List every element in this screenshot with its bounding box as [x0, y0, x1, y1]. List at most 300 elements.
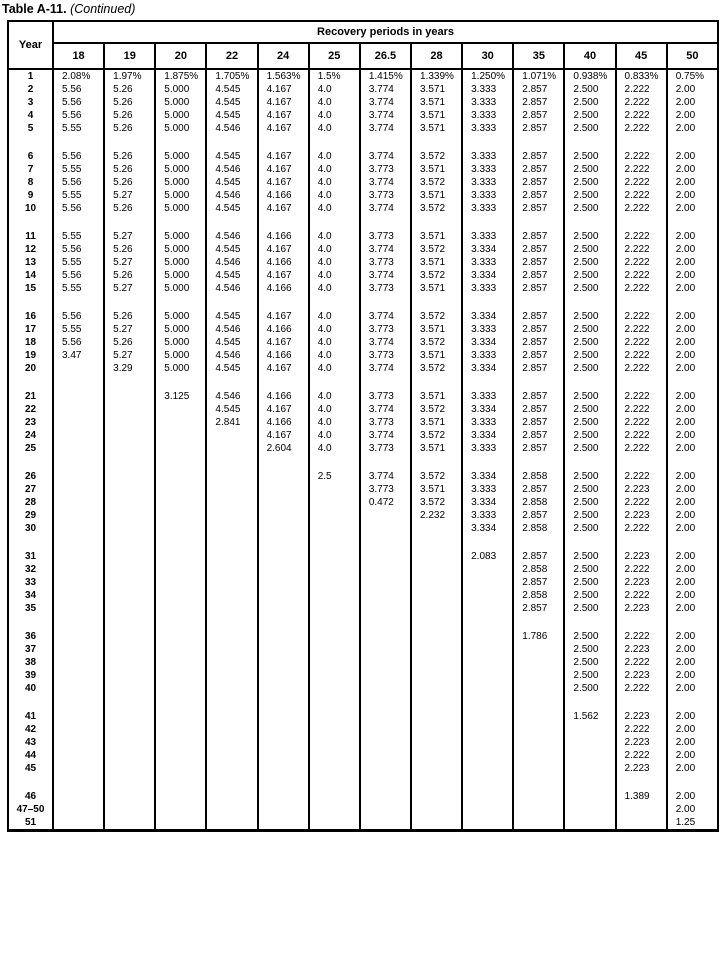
spacer-cell [513, 775, 564, 790]
spacer-cell [462, 135, 513, 150]
rate-cell [309, 723, 360, 736]
rate-cell: 2.500 [564, 522, 615, 535]
rate-cell: 5.27 [104, 282, 155, 295]
rate-cell [309, 762, 360, 775]
rate-cell: 5.000 [155, 269, 206, 282]
table-title [2, 2, 135, 16]
rate-cell [309, 669, 360, 682]
rate-cell: 2.00 [667, 83, 718, 96]
rate-cell: 2.858 [513, 522, 564, 535]
rate-cell: 4.0 [309, 323, 360, 336]
rate-cell [411, 589, 462, 602]
spacer-cell [667, 215, 718, 230]
rate-cell [513, 643, 564, 656]
group-spacer-row [8, 295, 718, 310]
rate-cell: 4.545 [206, 336, 257, 349]
table-row-year-28 [8, 496, 718, 509]
rate-cell: 2.500 [564, 682, 615, 695]
spacer-cell [462, 695, 513, 710]
spacer-cell [206, 295, 257, 310]
rate-cell: 2.222 [616, 429, 667, 442]
spacer-cell [258, 135, 309, 150]
rate-cell [309, 643, 360, 656]
rate-cell: 3.333 [462, 176, 513, 189]
rate-cell [411, 682, 462, 695]
rate-cell: 5.56 [53, 336, 104, 349]
rate-cell: 2.00 [667, 96, 718, 109]
rate-cell [411, 563, 462, 576]
rate-cell: 5.26 [104, 202, 155, 215]
rate-cell: 4.0 [309, 429, 360, 442]
spacer-cell [667, 775, 718, 790]
rate-cell: 5.26 [104, 83, 155, 96]
rate-cell: 4.167 [258, 176, 309, 189]
rate-cell: 2.500 [564, 202, 615, 215]
year-label: 41 [8, 710, 53, 723]
rate-cell: 2.00 [667, 576, 718, 589]
rate-cell: 4.166 [258, 390, 309, 403]
rate-cell [411, 803, 462, 816]
rate-cell [206, 710, 257, 723]
rate-cell [206, 602, 257, 615]
spacer-cell [513, 695, 564, 710]
rate-cell: 2.857 [513, 323, 564, 336]
spacer-cell [564, 615, 615, 630]
rate-cell: 4.166 [258, 230, 309, 243]
rate-cell [411, 723, 462, 736]
spacer-cell [258, 215, 309, 230]
rate-cell: 2.500 [564, 176, 615, 189]
rate-cell: 2.00 [667, 656, 718, 669]
rate-cell: 2.857 [513, 403, 564, 416]
rate-cell: 4.0 [309, 96, 360, 109]
rate-cell: 2.00 [667, 362, 718, 375]
rate-cell: 2.857 [513, 83, 564, 96]
rate-cell: 4.0 [309, 403, 360, 416]
rate-cell: 0.938% [564, 69, 615, 83]
rate-cell: 2.223 [616, 669, 667, 682]
rate-cell [53, 736, 104, 749]
table-row-year-12 [8, 243, 718, 256]
rate-cell: 5.000 [155, 243, 206, 256]
rate-cell: 4.166 [258, 416, 309, 429]
year-label: 5 [8, 122, 53, 135]
year-label: 32 [8, 563, 53, 576]
spacer-cell [411, 295, 462, 310]
rate-cell: 2.08% [53, 69, 104, 83]
year-label: 16 [8, 310, 53, 323]
rate-cell: 2.857 [513, 416, 564, 429]
spacer-cell [616, 695, 667, 710]
year-label: 45 [8, 762, 53, 775]
spacer-cell [411, 375, 462, 390]
recovery-period-col-24: 24 [258, 43, 309, 69]
rate-cell: 5.55 [53, 282, 104, 295]
rate-cell [360, 589, 411, 602]
rate-cell: 4.0 [309, 122, 360, 135]
rate-cell: 2.223 [616, 762, 667, 775]
recovery-period-col-26.5: 26.5 [360, 43, 411, 69]
rate-cell: 3.333 [462, 83, 513, 96]
rate-cell: 5.26 [104, 122, 155, 135]
rate-cell [309, 563, 360, 576]
spacer-cell [513, 535, 564, 550]
rate-cell [462, 710, 513, 723]
rate-cell [155, 442, 206, 455]
rate-cell: 2.00 [667, 416, 718, 429]
rate-cell: 3.572 [411, 362, 462, 375]
table-row-year-31 [8, 550, 718, 563]
rate-cell: 3.333 [462, 189, 513, 202]
rate-cell: 3.572 [411, 176, 462, 189]
rate-cell [104, 682, 155, 695]
rate-cell: 3.774 [360, 96, 411, 109]
rate-cell [53, 576, 104, 589]
rate-cell [309, 682, 360, 695]
rate-cell: 3.773 [360, 349, 411, 362]
rate-cell: 2.857 [513, 429, 564, 442]
rate-cell: 1.875% [155, 69, 206, 83]
spacer-cell [564, 535, 615, 550]
spacer-cell [206, 615, 257, 630]
rate-cell: 1.562 [564, 710, 615, 723]
rate-cell [360, 669, 411, 682]
rate-cell [258, 483, 309, 496]
spacer-cell [667, 135, 718, 150]
spacer-cell [53, 535, 104, 550]
spacer-cell [206, 375, 257, 390]
rate-cell: 5.55 [53, 230, 104, 243]
year-label: 7 [8, 163, 53, 176]
spacer-cell [309, 295, 360, 310]
year-label: 34 [8, 589, 53, 602]
year-column-header: Year [8, 21, 53, 69]
rate-cell: 4.0 [309, 230, 360, 243]
spacer-cell [53, 375, 104, 390]
rate-cell: 4.0 [309, 310, 360, 323]
spacer-cell [104, 775, 155, 790]
rate-cell: 1.415% [360, 69, 411, 83]
rate-cell [411, 550, 462, 563]
rate-cell [53, 403, 104, 416]
rate-cell: 2.00 [667, 762, 718, 775]
spacer-cell [360, 775, 411, 790]
rate-cell: 5.27 [104, 230, 155, 243]
spacer-cell [206, 455, 257, 470]
group-spacer-row [8, 615, 718, 630]
rate-cell [206, 803, 257, 816]
rate-cell: 3.334 [462, 269, 513, 282]
year-label: 12 [8, 243, 53, 256]
spacer-cell [616, 375, 667, 390]
rate-cell [53, 643, 104, 656]
rate-cell [53, 749, 104, 762]
spacer-cell [8, 775, 53, 790]
rate-cell [53, 509, 104, 522]
spacer-cell [155, 295, 206, 310]
rate-cell: 2.00 [667, 390, 718, 403]
rate-cell: 4.0 [309, 150, 360, 163]
rate-cell: 2.00 [667, 496, 718, 509]
rate-cell [104, 550, 155, 563]
rate-cell: 4.167 [258, 403, 309, 416]
rate-cell: 2.222 [616, 362, 667, 375]
table-row-year-33 [8, 576, 718, 589]
spacer-cell [258, 775, 309, 790]
rate-cell: 4.166 [258, 323, 309, 336]
rate-cell [360, 656, 411, 669]
rate-cell [206, 790, 257, 803]
rate-cell: 3.333 [462, 122, 513, 135]
rate-cell: 2.222 [616, 189, 667, 202]
rate-cell [206, 509, 257, 522]
spacer-cell [258, 695, 309, 710]
rate-cell: 2.00 [667, 483, 718, 496]
rate-cell: 3.774 [360, 202, 411, 215]
rate-cell: 2.841 [206, 416, 257, 429]
year-label: 18 [8, 336, 53, 349]
spacer-cell [667, 535, 718, 550]
rate-cell [309, 656, 360, 669]
rate-cell: 3.774 [360, 109, 411, 122]
rate-cell [360, 790, 411, 803]
year-label: 2 [8, 83, 53, 96]
rate-cell [360, 522, 411, 535]
rate-cell [360, 682, 411, 695]
recovery-period-col-35: 35 [513, 43, 564, 69]
spacer-cell [462, 295, 513, 310]
rate-cell: 2.500 [564, 362, 615, 375]
rate-cell: 2.00 [667, 269, 718, 282]
spacer-cell [8, 295, 53, 310]
spacer-cell [462, 375, 513, 390]
rate-cell [206, 643, 257, 656]
year-label: 21 [8, 390, 53, 403]
rate-cell: 3.774 [360, 83, 411, 96]
table-row-year-19 [8, 349, 718, 362]
rate-cell: 3.571 [411, 483, 462, 496]
rate-cell: 4.0 [309, 362, 360, 375]
rate-cell [258, 710, 309, 723]
rate-cell [462, 563, 513, 576]
table-row-year-4 [8, 109, 718, 122]
rate-cell [462, 589, 513, 602]
table-row-year-46 [8, 790, 718, 803]
spacer-cell [258, 295, 309, 310]
rate-cell [104, 723, 155, 736]
spacer-cell [411, 135, 462, 150]
rate-cell [258, 563, 309, 576]
rate-cell: 5.000 [155, 189, 206, 202]
rate-cell: 4.546 [206, 323, 257, 336]
spacer-cell [564, 695, 615, 710]
table-row-year-37 [8, 643, 718, 656]
table-row-year-14 [8, 269, 718, 282]
rate-cell [411, 576, 462, 589]
spacer-cell [104, 535, 155, 550]
rate-cell: 3.774 [360, 150, 411, 163]
rate-cell: 2.222 [616, 749, 667, 762]
table-row-year-21 [8, 390, 718, 403]
table-row-year-29 [8, 509, 718, 522]
table-row-year-10 [8, 202, 718, 215]
year-label: 1 [8, 69, 53, 83]
rate-cell: 2.857 [513, 509, 564, 522]
spacer-cell [411, 775, 462, 790]
rate-cell [206, 762, 257, 775]
spacer-cell [462, 615, 513, 630]
rate-cell: 2.222 [616, 723, 667, 736]
spacer-cell [616, 775, 667, 790]
rate-cell: 4.545 [206, 109, 257, 122]
rate-cell: 2.857 [513, 442, 564, 455]
rate-cell: 2.500 [564, 189, 615, 202]
year-label: 37 [8, 643, 53, 656]
rate-cell: 3.333 [462, 202, 513, 215]
rate-cell [616, 803, 667, 816]
rate-cell [258, 643, 309, 656]
rate-cell: 2.500 [564, 310, 615, 323]
rate-cell: 5.000 [155, 202, 206, 215]
rate-cell: 3.571 [411, 349, 462, 362]
rate-cell [258, 602, 309, 615]
year-label: 15 [8, 282, 53, 295]
rate-cell [206, 563, 257, 576]
table-row-year-24 [8, 429, 718, 442]
spacer-cell [616, 215, 667, 230]
rate-cell [462, 816, 513, 831]
rate-cell: 4.0 [309, 109, 360, 122]
rate-cell: 4.546 [206, 189, 257, 202]
rate-cell [104, 762, 155, 775]
rate-cell: 3.773 [360, 442, 411, 455]
rate-cell: 2.500 [564, 403, 615, 416]
year-label: 40 [8, 682, 53, 695]
rate-cell: 4.545 [206, 150, 257, 163]
rate-cell: 2.857 [513, 122, 564, 135]
rate-cell [104, 509, 155, 522]
rate-cell [309, 509, 360, 522]
spacer-cell [206, 215, 257, 230]
rate-cell [104, 416, 155, 429]
rate-cell: 2.00 [667, 442, 718, 455]
rate-cell: 2.00 [667, 736, 718, 749]
rate-cell: 4.0 [309, 83, 360, 96]
rate-cell: 2.500 [564, 576, 615, 589]
year-label: 46 [8, 790, 53, 803]
rate-cell [206, 470, 257, 483]
rate-cell [155, 550, 206, 563]
rate-cell [53, 669, 104, 682]
year-label: 31 [8, 550, 53, 563]
rate-cell [258, 550, 309, 563]
spacer-cell [616, 295, 667, 310]
year-label: 26 [8, 470, 53, 483]
year-label: 17 [8, 323, 53, 336]
spacer-cell [309, 535, 360, 550]
rate-cell [360, 576, 411, 589]
year-label: 38 [8, 656, 53, 669]
spacer-cell [309, 775, 360, 790]
rate-cell [155, 602, 206, 615]
table-row-year-15 [8, 282, 718, 295]
rate-cell: 2.00 [667, 669, 718, 682]
rate-cell [360, 563, 411, 576]
table-title-prefix: Table A-11. [2, 2, 67, 16]
rate-cell [104, 749, 155, 762]
rate-cell: 3.571 [411, 83, 462, 96]
rate-cell: 2.00 [667, 310, 718, 323]
rate-cell [206, 736, 257, 749]
group-spacer-row [8, 775, 718, 790]
rate-cell [411, 643, 462, 656]
rate-cell [155, 483, 206, 496]
rate-cell: 2.232 [411, 509, 462, 522]
rate-cell [155, 403, 206, 416]
spacer-cell [309, 695, 360, 710]
rate-cell: 4.546 [206, 390, 257, 403]
rate-cell: 2.222 [616, 630, 667, 643]
rate-cell: 3.571 [411, 189, 462, 202]
rate-cell [53, 390, 104, 403]
spacer-cell [155, 215, 206, 230]
rate-cell: 4.545 [206, 310, 257, 323]
spacer-cell [53, 455, 104, 470]
rate-cell: 4.0 [309, 282, 360, 295]
rate-cell: 2.223 [616, 550, 667, 563]
spacer-cell [462, 775, 513, 790]
rate-cell [258, 576, 309, 589]
table-row-year-2 [8, 83, 718, 96]
rate-cell: 2.222 [616, 442, 667, 455]
rate-cell [206, 442, 257, 455]
rate-cell: 5.26 [104, 176, 155, 189]
rate-cell [258, 682, 309, 695]
rate-cell [411, 816, 462, 831]
rate-cell: 2.500 [564, 109, 615, 122]
rate-cell: 2.500 [564, 429, 615, 442]
rate-cell [309, 710, 360, 723]
rate-cell [104, 656, 155, 669]
rate-cell: 2.00 [667, 150, 718, 163]
rate-cell: 2.222 [616, 310, 667, 323]
rate-cell [564, 816, 615, 831]
spacer-cell [360, 375, 411, 390]
rate-cell [155, 790, 206, 803]
rate-cell: 2.222 [616, 656, 667, 669]
rate-cell [258, 669, 309, 682]
rate-cell: 2.857 [513, 390, 564, 403]
recovery-period-col-28: 28 [411, 43, 462, 69]
spacer-cell [104, 375, 155, 390]
rate-cell: 2.500 [564, 282, 615, 295]
spacer-cell [53, 775, 104, 790]
spacer-cell [462, 455, 513, 470]
spacer-cell [53, 215, 104, 230]
rate-cell: 5.000 [155, 256, 206, 269]
spacer-cell [411, 535, 462, 550]
year-label: 11 [8, 230, 53, 243]
span-header-row [8, 21, 718, 43]
year-label: 27 [8, 483, 53, 496]
rate-cell: 4.167 [258, 96, 309, 109]
rate-cell: 3.773 [360, 323, 411, 336]
rate-cell [462, 656, 513, 669]
rate-cell: 2.857 [513, 150, 564, 163]
table-row-year-30 [8, 522, 718, 535]
rate-cell: 2.500 [564, 243, 615, 256]
rate-cell [258, 749, 309, 762]
